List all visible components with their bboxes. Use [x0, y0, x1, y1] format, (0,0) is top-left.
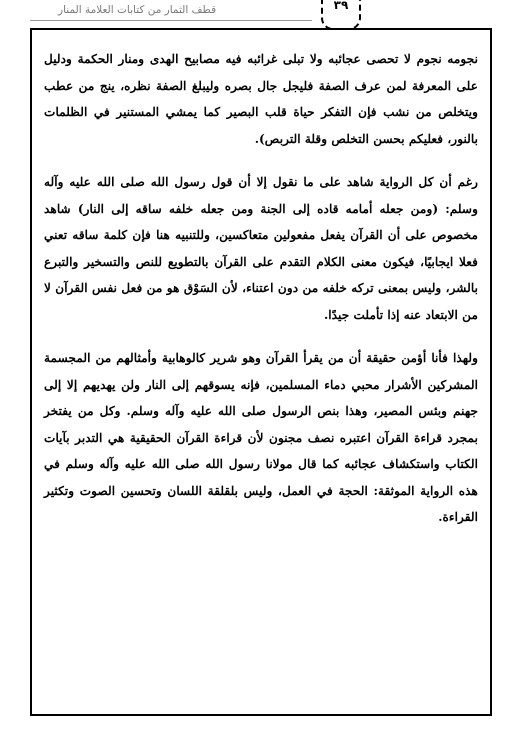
page-body [44, 46, 478, 548]
paragraph-3: ولهذا فأنا أؤمن حقيقة أن من يقرأ القرآن وهو شرير كالوهابية وأمثالهم من المجسمة المشركين الأشرار محبي دماء المسلمين، فإنه يسوقهم إلى النار ولن يهديهم إلا إلى جهنم وبئس المصير، وهذا بنص الرسول صلى الله عليه وآله وسلم. وكل من يفتخر بمجرد قراءة القرآن اعتبره نصف مجنون لأن قراءة القرآن الحقيقية هي التدبر بآيات الكتاب واستكشاف عجائبه كما قال مولانا رسول الله صلى الله عليه وآله وسلم في هذه الرواية الموثقة: الحجة في العمل، وليس بلقلقة اللسان وتحسين الصوت وتكثير القراءة. [44, 351, 478, 524]
paragraph-1: نجومه نجوم لا تحصى عجائبه ولا تبلى غرائبه فيه مصابيح الهدى ومنار الحكمة ودليل على المعرفة لمن عرف الصفة فليجل جال بصره وليبلغ الصفة نظره، ينج من عطب ويتخلص من نشب فإن التفكر حياة قلب البصير كما يمشي المستنير في الظلمات بالنور، فعليكم بحسن التخلص وقلة التربص). [44, 52, 478, 146]
running-header-title: قطف الثمار من كتابات العلامة المنار [58, 4, 217, 16]
page-number-box [321, 0, 361, 30]
paragraph-2: رغم أن كل الرواية شاهد على ما نقول إلا أن قول رسول الله صلى الله عليه وآله وسلم: (ومن جعله أمامه قاده إلى الجنة ومن جعله خلفه ساقه إلى النار) شاهد مخصوص على أن القرآن يفعل مفعولين متعاكسين، وللتنبيه هنا فإن كلمة ساقه تعني فعلا ايجابيًا، فيكون معنى الكلام التقدم على القرآن بالتطويع للنص والتسخير والتبرع بالشر، وليس بمعنى تركه خلفه من دون اعتناء، لأن السَوْق هو من فعل نفس القرآن لا من الابتعاد عنه إذا تأملت جيدًا. [44, 175, 478, 322]
page-number: ٣٩ [333, 0, 349, 12]
header-rule [30, 20, 312, 21]
